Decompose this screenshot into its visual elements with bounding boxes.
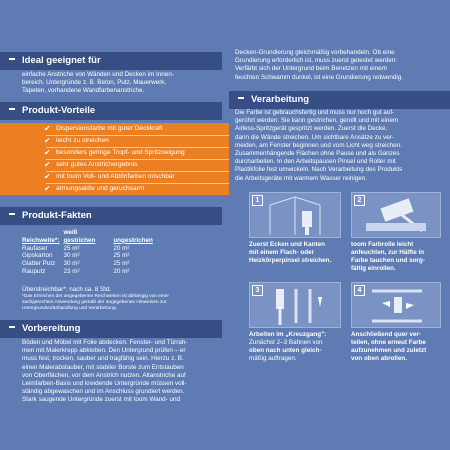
text-line: men mit Malerkrepp abkleben. Den Untergrund prüfen – er: [22, 347, 186, 355]
check-icon: ✔: [44, 124, 51, 133]
table-cell: Raufaser: [22, 244, 48, 252]
section-title: Produkt-Fakten: [22, 210, 92, 221]
table-header-reichweite: Reichweite*:: [22, 236, 60, 244]
step-caption: [351, 331, 447, 363]
reichweite-table: [22, 229, 157, 276]
caption-line: mäßig auftragen.: [249, 354, 297, 362]
table-cell: 23 m²: [63, 267, 80, 275]
list-item: [0, 171, 229, 183]
caption-line: mit einem Flach- oder: [249, 248, 315, 256]
table-cell: 25 m²: [113, 260, 130, 268]
table-cell: 25 m²: [63, 244, 80, 252]
step-number: 2: [354, 195, 365, 206]
caption-line: anfeuchten, zur Hälfte in: [351, 248, 425, 256]
text-line: Böden und Möbel mit Folie abdecken. Fenster- und Türrah-: [22, 339, 188, 346]
brush-icon: [250, 193, 340, 237]
check-icon: ✔: [44, 184, 51, 193]
step-2: [351, 192, 447, 278]
footnote-line: Untergrundvorbehandlung und Verarbeitung.: [22, 306, 117, 311]
table-header-ungestrichen: ungestrichen: [113, 236, 153, 244]
paint-roller-icon: [250, 283, 340, 327]
table-row: [22, 268, 157, 276]
roller-vertical-illustration: [249, 282, 341, 328]
text-line: dann die Wände streichen. Um sichtbare Ansätze zu ver-: [235, 133, 394, 141]
text-line: muss fest, trocken, sauber und tragfähig sein. Hierzu z. B.: [22, 355, 184, 363]
list-item-label: besonders geringe Tropf- und Spritzneigung: [56, 149, 185, 156]
list-item: [0, 147, 229, 159]
step-number: 1: [252, 195, 263, 206]
caption-line: Heizkörperpinsel streichen.: [249, 256, 332, 264]
text-line: die Arbeitsgeräte mit warmem Wasser reinigen.: [235, 174, 368, 182]
section-header-geeignet: [0, 52, 222, 70]
list-item-label: leicht zu streichen: [56, 137, 109, 144]
table-cell: 25 m²: [113, 252, 130, 260]
text-line: Decken-Grundierung gleichmäßig vorbehandeln. Ob eine: [235, 49, 395, 56]
roller-horizontal-illustration: [351, 282, 441, 328]
step-4: [351, 282, 447, 382]
list-item: [0, 159, 229, 171]
table-header-gestrichen: gestrichen: [63, 236, 96, 244]
table-cell: 20 m²: [113, 267, 130, 275]
text-line: meiden, am Fenster beginnen und vom Licht weg streichen.: [235, 141, 402, 149]
caption-line: oben nach unten gleich-: [249, 346, 322, 354]
text-line: einen Malerabstauber, mit stabiler Borste zum Entstauben: [22, 363, 184, 371]
caption-line: teilen, ohne erneut Farbe: [351, 338, 426, 346]
verarbeitung-text: [229, 109, 450, 183]
check-icon: ✔: [44, 160, 51, 169]
text-line: Stark saugende Untergründe zuerst mit toom Wand- und: [22, 396, 180, 404]
caption-line: aufzunehmen und zuletzt: [351, 346, 427, 354]
text-line: bereich. Untergründe z. B. Beton, Putz, Mauerwerk,: [22, 79, 167, 87]
text-line: Plastikfolie fest umwickeln. Nach Verarbeitung des Produkts: [235, 166, 403, 174]
corner-brush-illustration: [249, 192, 341, 238]
table-row: [22, 260, 157, 268]
text-line: Tapeten, vorhandene Wandfarbenanstriche.: [22, 87, 145, 95]
roller-tray-illustration: [351, 192, 441, 238]
text-line: einfache Anstriche von Wänden und Decken im Innen-: [22, 71, 174, 78]
text-line: Airless-Spritzgerät gespritzt werden. Zuerst die Decke,: [235, 125, 388, 133]
table-row: [22, 245, 157, 253]
table-header-empty: [99, 229, 157, 237]
list-item-label: Dispersionsfarbe mit guter Deckkraft: [56, 125, 163, 132]
caption-line: von oben abrollen.: [351, 354, 407, 362]
table-cell: 30 m²: [63, 260, 80, 268]
intro-text: [229, 49, 450, 82]
list-item: [0, 183, 229, 195]
text-line: durcharbeiten. In den Arbeitspausen Pinsel und Roller mit: [235, 158, 396, 166]
table-cell: Gipskarton: [22, 252, 53, 260]
caption-line: Zunächst 2–3 Bahnen von: [249, 338, 323, 346]
table-row: [22, 237, 157, 245]
table-header-weiss: weiß: [63, 229, 78, 236]
text-line: Die Farbe ist gebrauchsfertig und muss nur noch gut auf-: [235, 109, 395, 116]
text-line: ständig abgewaschen und im Anschluss grundiert werden.: [22, 388, 185, 396]
table-header-empty: [22, 229, 63, 237]
vorteile-list: [0, 123, 229, 195]
vorbereitung-text: [0, 339, 222, 405]
table-cell: 20 m²: [113, 244, 130, 252]
footnote-line: sachgerechten Anwendung gemäß der angegebenen Hinweisen zur: [22, 300, 167, 305]
text-line: von Oberflächen, vor dem Anstrich nutzen. Altanstriche auf: [22, 371, 186, 379]
section-header-fakten: [0, 207, 222, 225]
text-line: feuchten Schwamm dunkel, ist eine Grundierung notwendig.: [235, 73, 404, 81]
check-icon: ✔: [44, 136, 51, 145]
table-cell: 30 m²: [63, 252, 80, 260]
table-cell: Glatter Putz: [22, 260, 56, 268]
caption-line: Anschließend quer ver-: [351, 331, 421, 338]
caption-line: Arbeiten im „Kreuzgang":: [249, 331, 327, 338]
section-header-vorteile: [0, 102, 222, 120]
table-row: [22, 252, 157, 260]
step-caption: [351, 241, 447, 273]
text-line: Zusammenhängende Flächen ohne Pause und als Ganzes: [235, 150, 400, 158]
check-icon: ✔: [44, 148, 51, 157]
overcoat-text: Überstreichbar*: nach ca. 8 Std.: [22, 286, 112, 293]
fakten-notes: [22, 286, 218, 312]
footnote-line: *Das Erreichen der angegebenen Reichweiten ist abhängig von einer: [22, 294, 169, 299]
caption-line: Farbe tauchen und sorg-: [351, 256, 425, 264]
text-line: Leimfarben-Basis und kreidende Untergründe müssen voll-: [22, 380, 187, 388]
text-line: gerührt werden. Sie kann gestrichen, gerollt und mit einem: [235, 117, 399, 125]
step-caption: [249, 241, 361, 265]
step-number: 3: [252, 285, 263, 296]
geeignet-text: [0, 71, 222, 96]
check-icon: ✔: [44, 172, 51, 181]
list-item-label: sehr gutes Anstrichergebnis: [56, 161, 138, 168]
section-title: Vorbereitung: [22, 323, 81, 334]
list-item-label: atmungsaktiv und geruchsarm: [56, 185, 145, 192]
step-3: [249, 282, 349, 382]
step-1: [249, 192, 345, 278]
section-header-vorbereitung: [0, 320, 222, 338]
section-title: Ideal geeignet für: [22, 55, 101, 66]
caption-line: Zuerst Ecken und Kanten: [249, 241, 325, 248]
table-row: [22, 229, 157, 237]
text-line: Grundierung erforderlich ist, muss zuerst getestet werden:: [235, 57, 398, 65]
step-number: 4: [354, 285, 365, 296]
list-item-label: mit toom Voll- und Abtönfarben mischbar: [56, 173, 175, 180]
section-title: Produkt-Vorteile: [22, 105, 96, 116]
list-item: [0, 123, 229, 135]
caption-line: toom Farbrolle leicht: [351, 241, 414, 248]
caption-line: fältig einrollen.: [351, 264, 396, 272]
list-item: [0, 135, 229, 147]
section-header-verarbeitung: [229, 91, 450, 109]
section-title: Verarbeitung: [251, 94, 310, 105]
table-cell: Rauputz: [22, 267, 46, 275]
text-line: Verfärbt sich der Untergrund beim Benetzen mit einem: [235, 65, 387, 73]
step-caption: [249, 331, 353, 363]
paint-roller-icon: [352, 283, 440, 327]
paint-roller-icon: [352, 193, 440, 237]
